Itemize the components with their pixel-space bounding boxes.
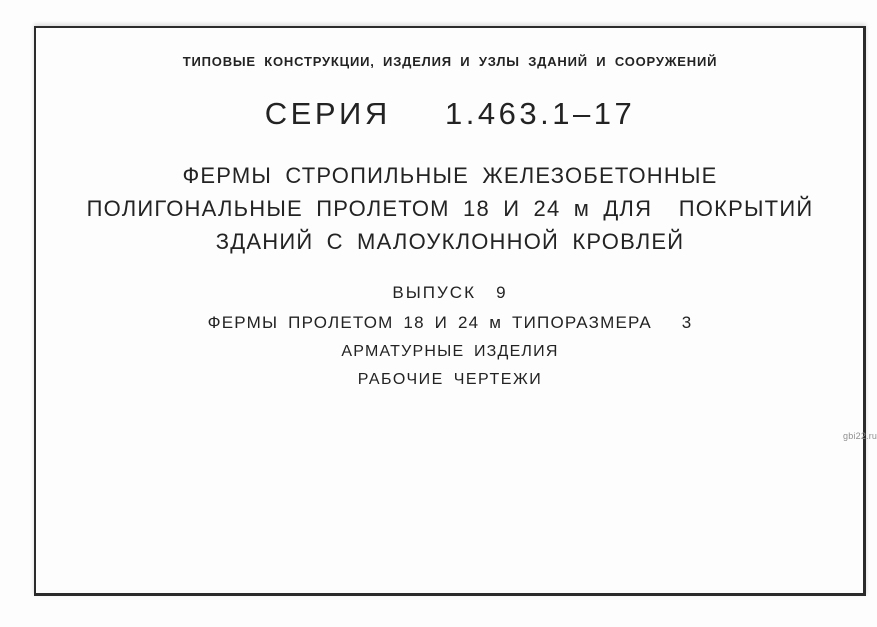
main-title-line-1: ФЕРМЫ СТРОПИЛЬНЫЕ ЖЕЛЕЗОБЕТОННЫЕ <box>182 163 718 188</box>
site-watermark: gbi22.ru <box>843 431 877 441</box>
series-title: СЕРИЯ 1.463.1–17 <box>264 96 636 131</box>
subtitle-line-3: РАБОЧИЕ ЧЕРТЕЖИ <box>357 371 543 388</box>
main-title-line-2: ПОЛИГОНАЛЬНЫЕ ПРОЛЕТОМ 18 И 24 м ДЛЯ ПОКРЫТИЙ <box>86 196 814 221</box>
issue-number-line: ВЫПУСК 9 <box>392 283 508 302</box>
subtitle-line-1: ФЕРМЫ ПРОЛЕТОМ 18 И 24 м ТИПОРАЗМЕРА 3 <box>207 313 693 332</box>
document-category-header: ТИПОВЫЕ КОНСТРУКЦИИ, ИЗДЕЛИЯ И УЗЛЫ ЗДАНИЙ И СООРУЖЕНИЙ <box>182 54 718 69</box>
main-title-line-3: ЗДАНИЙ С МАЛОУКЛОННОЙ КРОВЛЕЙ <box>215 229 685 254</box>
subtitle-line-2: АРМАТУРНЫЕ ИЗДЕЛИЯ <box>341 343 559 360</box>
